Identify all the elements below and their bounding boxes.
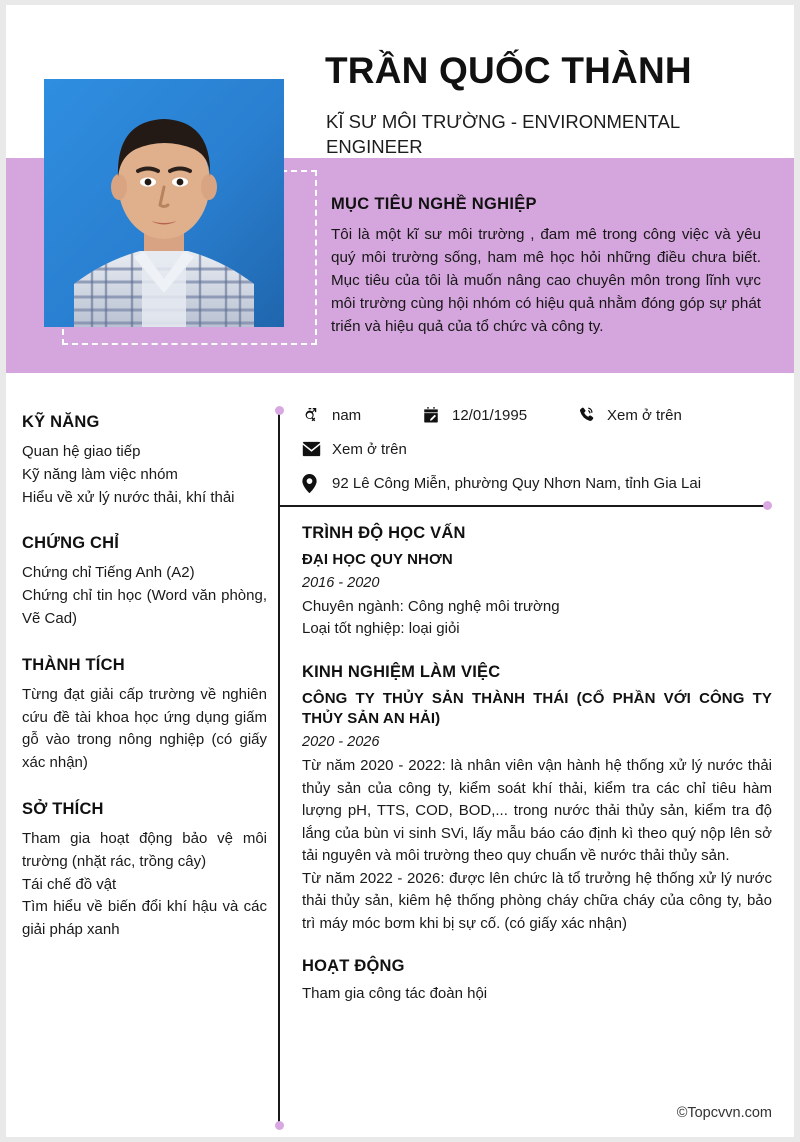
timeline-line xyxy=(278,413,280,1125)
education-grade: Loại tốt nghiệp: loại giỏi xyxy=(302,620,460,638)
contact-email-value: Xem ở trên xyxy=(332,440,407,458)
phone-icon xyxy=(577,405,599,425)
calendar-icon xyxy=(422,405,444,425)
contact-dob xyxy=(422,405,577,425)
contact-phone-value: Xem ở trên xyxy=(607,406,682,424)
timeline-dot-top xyxy=(275,406,284,415)
career-objective-section xyxy=(331,195,761,338)
watermark: ©Topcvvn.com xyxy=(676,1105,772,1121)
contact-address xyxy=(302,473,772,493)
envelope-icon xyxy=(302,439,324,459)
location-pin-icon xyxy=(302,473,324,493)
sidebar xyxy=(22,413,267,942)
experience-heading: KINH NGHIỆM LÀM VIỆC xyxy=(302,662,501,681)
job-title: KĨ SƯ MÔI TRƯỜNG - ENVIRONMENTAL ENGINEER xyxy=(326,111,680,157)
experience-paragraph: Từ năm 2022 - 2026: được lên chức là tổ trưởng hệ thống xử lý nước thải thủy sản, kiêm hệ thống phòng cháy chữa cháy của công ty, bảo trì máy móc bơm khi bị sự cố. (có giấy xác nhận) xyxy=(302,869,772,932)
page-title: TRẦN QUỐC THÀNH xyxy=(325,50,692,91)
section-education xyxy=(302,524,772,641)
contact-address-value: 92 Lê Công Miễn, phường Quy Nhơn Nam, tỉnh Gia Lai xyxy=(332,474,702,492)
experience-company: CÔNG TY THỦY SẢN THÀNH THÁI (CỔ PHẦN VỚI CÔNG TY THỦY SẢN AN HẢI) xyxy=(302,689,772,728)
interests-heading: SỞ THÍCH xyxy=(22,799,104,818)
objective-heading: MỤC TIÊU NGHỀ NGHIỆP xyxy=(331,195,537,213)
education-years: 2016 - 2020 xyxy=(302,574,380,591)
list-item: Từng đạt giải cấp trường về nghiên cứu đề tài khoa học ứng dụng giấm gỗ vào trong nông nghiệp (có giấy xác nhận) xyxy=(22,685,267,772)
education-heading: TRÌNH ĐỘ HỌC VẤN xyxy=(302,524,466,542)
contact-phone xyxy=(577,405,682,425)
section-experience xyxy=(302,663,772,935)
experience-paragraph: Từ năm 2020 - 2022: là nhân viên vận hành hệ thống xử lý nước thải thủy sản của công ty, kiểm soát khí thải, kiểm tra các chỉ tiêu hàm lượng pH, TTS, COD, BOD,... trong nước thải thủy sản, kiểm tra độ lắng của bùn vi sinh SVi, lấy mẫu báo cáo định kì theo quý nộp lên sở tải nguyên và môi trường theo quy chuẩn về nước thải thủy sản. xyxy=(302,757,772,865)
experience-years: 2020 - 2026 xyxy=(302,734,380,751)
list-item: Quan hệ giao tiếp xyxy=(22,443,141,460)
sidebar-section-certificates xyxy=(22,534,267,630)
main-content xyxy=(302,405,772,1006)
list-item: Chứng chỉ Tiếng Anh (A2) xyxy=(22,564,195,582)
list-item: Tìm hiểu về biến đổi khí hậu và các giải pháp xanh xyxy=(22,898,267,939)
contact-dob-value: 12/01/1995 xyxy=(452,406,528,424)
education-school: ĐẠI HỌC QUY NHƠN xyxy=(302,551,453,568)
section-activities xyxy=(302,957,772,1006)
contact-gender xyxy=(302,405,422,425)
timeline-dot-bottom xyxy=(275,1121,284,1130)
sidebar-section-achievements xyxy=(22,656,267,775)
activities-item: Tham gia công tác đoàn hội xyxy=(302,985,488,1003)
sidebar-section-interests xyxy=(22,800,267,942)
list-item: Chứng chỉ tin học (Word văn phòng, Vẽ Cad) xyxy=(22,587,267,627)
cv-page xyxy=(6,5,794,1137)
objective-text: Tôi là một kĩ sư môi trường , đam mê trong công việc và yêu quý môi trường sống, ham mê học hỏi những điều chưa biết. Mục tiêu của tôi là muốn nâng cao chuyên môn trong lĩnh vực môi trường cùng hội nhóm có hiệu quả nhằm đóng góp sự phát triển và hiệu quả của tổ chức và công ty. xyxy=(331,226,761,336)
list-item: Tái chế đồ vật xyxy=(22,875,117,893)
cv-body xyxy=(6,373,794,1137)
education-major: Chuyên ngành: Công nghệ môi trường xyxy=(302,597,560,615)
list-item: Kỹ năng làm việc nhóm xyxy=(22,465,178,483)
achievements-heading: THÀNH TÍCH xyxy=(22,655,125,674)
list-item: Tham gia hoạt động bảo vệ môi trường (nhặt rác, trồng cây) xyxy=(22,829,267,870)
contact-gender-value: nam xyxy=(332,406,362,424)
contact-info-row xyxy=(302,473,772,493)
contact-info-row xyxy=(302,439,772,459)
list-item: Hiểu về xử lý nước thải, khí thải xyxy=(22,488,235,506)
contact-email xyxy=(302,439,772,459)
activities-heading: HOẠT ĐỘNG xyxy=(302,957,405,976)
sidebar-section-skills xyxy=(22,413,267,509)
skills-heading: KỸ NĂNG xyxy=(22,413,100,431)
contact-info-row xyxy=(302,405,772,425)
avatar xyxy=(44,79,284,327)
certificates-heading: CHỨNG CHỈ xyxy=(22,534,120,553)
portrait-photo-illustration xyxy=(44,79,284,327)
gender-icon xyxy=(302,405,324,425)
